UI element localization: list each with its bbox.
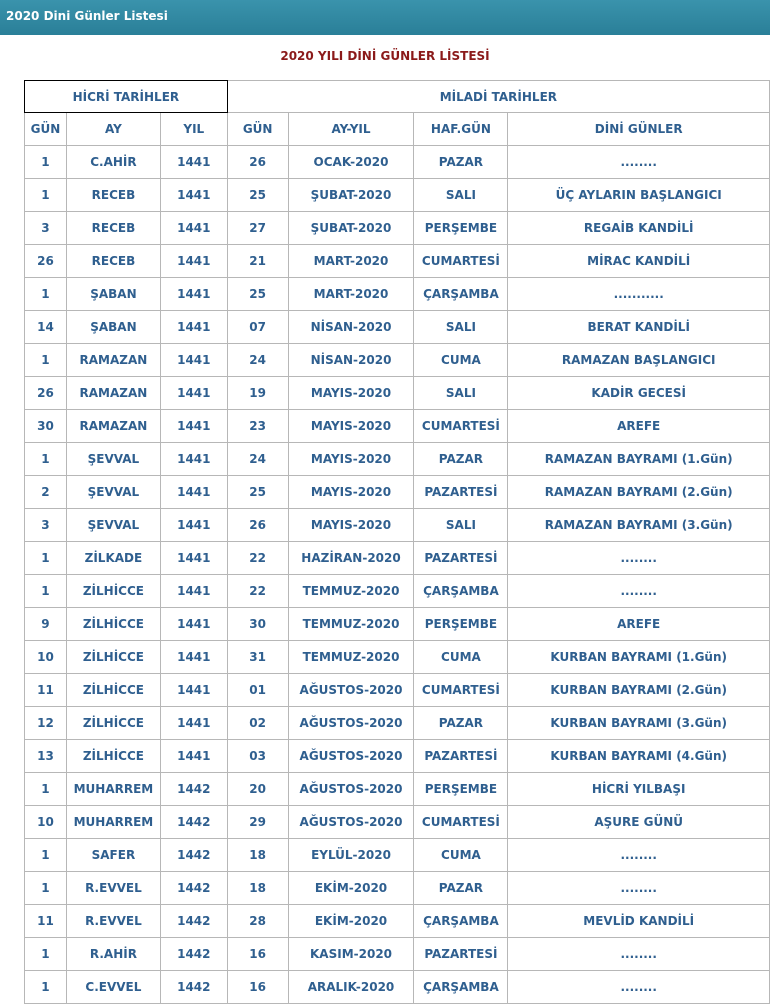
weekday-cell: CUMARTESİ [414, 245, 508, 278]
miladi-day-cell: 25 [227, 476, 288, 509]
hicri-year-cell: 1441 [160, 278, 227, 311]
table-row [25, 509, 770, 542]
hicri-year-cell: 1442 [160, 872, 227, 905]
hicri-day-cell: 1 [25, 443, 67, 476]
hicri-day-cell: 1 [25, 542, 67, 575]
weekday-cell: ÇARŞAMBA [414, 575, 508, 608]
hicri-month-cell: R.EVVEL [66, 872, 160, 905]
hicri-month-cell: C.AHİR [66, 146, 160, 179]
religious-day-cell: AREFE [508, 410, 770, 443]
hicri-year-cell: 1441 [160, 575, 227, 608]
month-year-cell: ŞUBAT-2020 [288, 179, 414, 212]
hicri-day-cell: 3 [25, 509, 67, 542]
religious-day-cell: AŞURE GÜNÜ [508, 806, 770, 839]
religious-day-cell: RAMAZAN BAYRAMI (3.Gün) [508, 509, 770, 542]
hicri-year-cell: 1441 [160, 608, 227, 641]
hicri-year-cell: 1441 [160, 674, 227, 707]
hicri-month-cell: RAMAZAN [66, 377, 160, 410]
hicri-month-cell: ŞEVVAL [66, 509, 160, 542]
table-row [25, 278, 770, 311]
hicri-month-cell: ZİLHİCCE [66, 641, 160, 674]
hicri-month-cell: ZİLHİCCE [66, 674, 160, 707]
month-year-cell: TEMMUZ-2020 [288, 641, 414, 674]
table-row [25, 245, 770, 278]
month-year-cell: ŞUBAT-2020 [288, 212, 414, 245]
hicri-year-cell: 1442 [160, 839, 227, 872]
month-year-cell: TEMMUZ-2020 [288, 608, 414, 641]
religious-day-cell: ........ [508, 971, 770, 1004]
hicri-day-cell: 1 [25, 938, 67, 971]
hicri-day-cell: 26 [25, 245, 67, 278]
miladi-day-cell: 21 [227, 245, 288, 278]
column-header-yil: YIL [160, 113, 227, 146]
miladi-day-cell: 26 [227, 146, 288, 179]
month-year-cell: TEMMUZ-2020 [288, 575, 414, 608]
miladi-day-cell: 24 [227, 344, 288, 377]
column-header-miladi-gun: GÜN [227, 113, 288, 146]
hicri-year-cell: 1441 [160, 740, 227, 773]
weekday-cell: SALI [414, 179, 508, 212]
miladi-day-cell: 30 [227, 608, 288, 641]
religious-day-cell: ........ [508, 146, 770, 179]
weekday-cell: CUMA [414, 641, 508, 674]
hicri-day-cell: 30 [25, 410, 67, 443]
hicri-year-cell: 1441 [160, 542, 227, 575]
hicri-year-cell: 1441 [160, 377, 227, 410]
hicri-month-cell: ŞEVVAL [66, 443, 160, 476]
month-year-cell: KASIM-2020 [288, 938, 414, 971]
window-title-bar [0, 0, 770, 35]
hicri-day-cell: 1 [25, 278, 67, 311]
weekday-cell: SALI [414, 377, 508, 410]
window-title: 2020 Dini Günler Listesi [6, 9, 168, 23]
hicri-month-cell: C.EVVEL [66, 971, 160, 1004]
miladi-day-cell: 25 [227, 278, 288, 311]
miladi-day-cell: 20 [227, 773, 288, 806]
miladi-group-header: MİLADİ TARİHLER [227, 81, 769, 113]
table-row [25, 641, 770, 674]
religious-day-cell: ........ [508, 872, 770, 905]
table-row [25, 905, 770, 938]
table-row [25, 872, 770, 905]
table-row [25, 410, 770, 443]
hicri-month-cell: ŞEVVAL [66, 476, 160, 509]
religious-day-cell: ........ [508, 839, 770, 872]
hicri-year-cell: 1441 [160, 245, 227, 278]
weekday-cell: ÇARŞAMBA [414, 278, 508, 311]
hicri-day-cell: 26 [25, 377, 67, 410]
month-year-cell: AĞUSTOS-2020 [288, 806, 414, 839]
table-row [25, 212, 770, 245]
hicri-month-cell: ŞABAN [66, 278, 160, 311]
month-year-cell: MAYIS-2020 [288, 476, 414, 509]
hicri-month-cell: RAMAZAN [66, 344, 160, 377]
weekday-cell: PAZARTESİ [414, 542, 508, 575]
religious-day-cell: KURBAN BAYRAMI (2.Gün) [508, 674, 770, 707]
religious-day-cell: ÜÇ AYLARIN BAŞLANGICI [508, 179, 770, 212]
weekday-cell: ÇARŞAMBA [414, 971, 508, 1004]
hicri-day-cell: 1 [25, 344, 67, 377]
hicri-day-cell: 3 [25, 212, 67, 245]
table-row [25, 344, 770, 377]
month-year-cell: MAYIS-2020 [288, 443, 414, 476]
hicri-day-cell: 1 [25, 179, 67, 212]
religious-day-cell: RAMAZAN BAŞLANGICI [508, 344, 770, 377]
month-year-cell: MART-2020 [288, 278, 414, 311]
weekday-cell: ÇARŞAMBA [414, 905, 508, 938]
religious-day-cell: MEVLİD KANDİLİ [508, 905, 770, 938]
religious-days-table [24, 80, 770, 1004]
weekday-cell: CUMARTESİ [414, 806, 508, 839]
table-row [25, 377, 770, 410]
religious-day-cell: RAMAZAN BAYRAMI (2.Gün) [508, 476, 770, 509]
religious-day-cell: BERAT KANDİLİ [508, 311, 770, 344]
hicri-year-cell: 1442 [160, 971, 227, 1004]
month-year-cell: AĞUSTOS-2020 [288, 707, 414, 740]
hicri-year-cell: 1441 [160, 311, 227, 344]
month-year-cell: ARALIK-2020 [288, 971, 414, 1004]
miladi-day-cell: 26 [227, 509, 288, 542]
hicri-month-cell: ZİLKADE [66, 542, 160, 575]
miladi-day-cell: 23 [227, 410, 288, 443]
table-row [25, 476, 770, 509]
hicri-day-cell: 1 [25, 839, 67, 872]
table-row [25, 707, 770, 740]
hicri-day-cell: 11 [25, 674, 67, 707]
miladi-day-cell: 02 [227, 707, 288, 740]
hicri-year-cell: 1441 [160, 344, 227, 377]
miladi-day-cell: 27 [227, 212, 288, 245]
hicri-month-cell: R.EVVEL [66, 905, 160, 938]
weekday-cell: CUMARTESİ [414, 674, 508, 707]
table-row [25, 806, 770, 839]
month-year-cell: AĞUSTOS-2020 [288, 674, 414, 707]
weekday-cell: PERŞEMBE [414, 773, 508, 806]
weekday-cell: CUMA [414, 839, 508, 872]
table-row [25, 608, 770, 641]
table-body [25, 146, 770, 1004]
hicri-month-cell: ZİLHİCCE [66, 740, 160, 773]
hicri-day-cell: 1 [25, 146, 67, 179]
miladi-day-cell: 25 [227, 179, 288, 212]
hicri-month-cell: RAMAZAN [66, 410, 160, 443]
table-row [25, 740, 770, 773]
miladi-day-cell: 03 [227, 740, 288, 773]
table-row [25, 179, 770, 212]
hicri-year-cell: 1442 [160, 905, 227, 938]
month-year-cell: NİSAN-2020 [288, 344, 414, 377]
religious-day-cell: ........ [508, 575, 770, 608]
hicri-month-cell: R.AHİR [66, 938, 160, 971]
hicri-year-cell: 1441 [160, 707, 227, 740]
religious-day-cell: KURBAN BAYRAMI (1.Gün) [508, 641, 770, 674]
weekday-cell: PAZAR [414, 443, 508, 476]
hicri-month-cell: MUHARREM [66, 806, 160, 839]
hicri-year-cell: 1441 [160, 410, 227, 443]
weekday-cell: PAZARTESİ [414, 938, 508, 971]
religious-day-cell: KURBAN BAYRAMI (4.Gün) [508, 740, 770, 773]
hicri-day-cell: 9 [25, 608, 67, 641]
religious-day-cell: KADİR GECESİ [508, 377, 770, 410]
month-year-cell: EKİM-2020 [288, 905, 414, 938]
miladi-day-cell: 18 [227, 839, 288, 872]
hicri-year-cell: 1442 [160, 938, 227, 971]
religious-day-cell: ........ [508, 938, 770, 971]
religious-day-cell: AREFE [508, 608, 770, 641]
table-row [25, 773, 770, 806]
hicri-day-cell: 10 [25, 641, 67, 674]
weekday-cell: PAZAR [414, 146, 508, 179]
column-header-dini-gunler: DİNİ GÜNLER [508, 113, 770, 146]
month-year-cell: AĞUSTOS-2020 [288, 740, 414, 773]
religious-day-cell: RAMAZAN BAYRAMI (1.Gün) [508, 443, 770, 476]
hicri-year-cell: 1441 [160, 641, 227, 674]
hicri-month-cell: RECEB [66, 245, 160, 278]
miladi-day-cell: 28 [227, 905, 288, 938]
table-row [25, 311, 770, 344]
hicri-year-cell: 1442 [160, 773, 227, 806]
month-year-cell: EYLÜL-2020 [288, 839, 414, 872]
month-year-cell: AĞUSTOS-2020 [288, 773, 414, 806]
hicri-month-cell: ŞABAN [66, 311, 160, 344]
hicri-day-cell: 1 [25, 971, 67, 1004]
hicri-month-cell: RECEB [66, 179, 160, 212]
table-row [25, 971, 770, 1004]
weekday-cell: SALI [414, 509, 508, 542]
hicri-month-cell: RECEB [66, 212, 160, 245]
hicri-year-cell: 1441 [160, 509, 227, 542]
hicri-day-cell: 2 [25, 476, 67, 509]
miladi-day-cell: 22 [227, 542, 288, 575]
hicri-day-cell: 14 [25, 311, 67, 344]
weekday-cell: CUMARTESİ [414, 410, 508, 443]
hicri-day-cell: 1 [25, 872, 67, 905]
hicri-month-cell: ZİLHİCCE [66, 707, 160, 740]
table-row [25, 938, 770, 971]
hicri-day-cell: 12 [25, 707, 67, 740]
month-year-cell: MAYIS-2020 [288, 377, 414, 410]
miladi-day-cell: 01 [227, 674, 288, 707]
column-header-row [25, 113, 770, 146]
page-title: 2020 YILI DİNİ GÜNLER LİSTESİ [280, 49, 490, 63]
religious-day-cell: HİCRİ YILBAŞI [508, 773, 770, 806]
hicri-month-cell: SAFER [66, 839, 160, 872]
month-year-cell: MAYIS-2020 [288, 509, 414, 542]
hicri-year-cell: 1441 [160, 179, 227, 212]
miladi-day-cell: 24 [227, 443, 288, 476]
miladi-day-cell: 07 [227, 311, 288, 344]
hicri-day-cell: 1 [25, 575, 67, 608]
religious-day-cell: REGAİB KANDİLİ [508, 212, 770, 245]
weekday-cell: PERŞEMBE [414, 212, 508, 245]
hicri-month-cell: MUHARREM [66, 773, 160, 806]
weekday-cell: PAZARTESİ [414, 476, 508, 509]
miladi-day-cell: 31 [227, 641, 288, 674]
column-header-ay-yil: AY-YIL [288, 113, 414, 146]
miladi-day-cell: 29 [227, 806, 288, 839]
table-row [25, 146, 770, 179]
hicri-year-cell: 1441 [160, 146, 227, 179]
month-year-cell: NİSAN-2020 [288, 311, 414, 344]
month-year-cell: MART-2020 [288, 245, 414, 278]
table-row [25, 674, 770, 707]
table-row [25, 542, 770, 575]
religious-day-cell: KURBAN BAYRAMI (3.Gün) [508, 707, 770, 740]
month-year-cell: HAZİRAN-2020 [288, 542, 414, 575]
table-row [25, 839, 770, 872]
hicri-month-cell: ZİLHİCCE [66, 575, 160, 608]
miladi-day-cell: 18 [227, 872, 288, 905]
weekday-cell: PAZAR [414, 872, 508, 905]
hicri-day-cell: 11 [25, 905, 67, 938]
month-year-cell: OCAK-2020 [288, 146, 414, 179]
column-header-haf-gun: HAF.GÜN [414, 113, 508, 146]
hicri-day-cell: 10 [25, 806, 67, 839]
hicri-day-cell: 13 [25, 740, 67, 773]
table-row [25, 575, 770, 608]
miladi-day-cell: 16 [227, 938, 288, 971]
month-year-cell: EKİM-2020 [288, 872, 414, 905]
month-year-cell: MAYIS-2020 [288, 410, 414, 443]
religious-day-cell: MİRAC KANDİLİ [508, 245, 770, 278]
weekday-cell: PAZAR [414, 707, 508, 740]
religious-day-cell: ........ [508, 542, 770, 575]
column-header-hicri-gun: GÜN [25, 113, 67, 146]
hicri-day-cell: 1 [25, 773, 67, 806]
hicri-year-cell: 1442 [160, 806, 227, 839]
miladi-day-cell: 16 [227, 971, 288, 1004]
hicri-year-cell: 1441 [160, 443, 227, 476]
weekday-cell: SALI [414, 311, 508, 344]
table-row [25, 443, 770, 476]
religious-day-cell: ........... [508, 278, 770, 311]
hicri-year-cell: 1441 [160, 212, 227, 245]
miladi-day-cell: 22 [227, 575, 288, 608]
weekday-cell: CUMA [414, 344, 508, 377]
column-header-ay: AY [66, 113, 160, 146]
weekday-cell: PAZARTESİ [414, 740, 508, 773]
weekday-cell: PERŞEMBE [414, 608, 508, 641]
group-header-row [25, 81, 770, 113]
hicri-year-cell: 1441 [160, 476, 227, 509]
miladi-day-cell: 19 [227, 377, 288, 410]
hicri-month-cell: ZİLHİCCE [66, 608, 160, 641]
hicri-group-header: HİCRİ TARİHLER [25, 81, 228, 113]
